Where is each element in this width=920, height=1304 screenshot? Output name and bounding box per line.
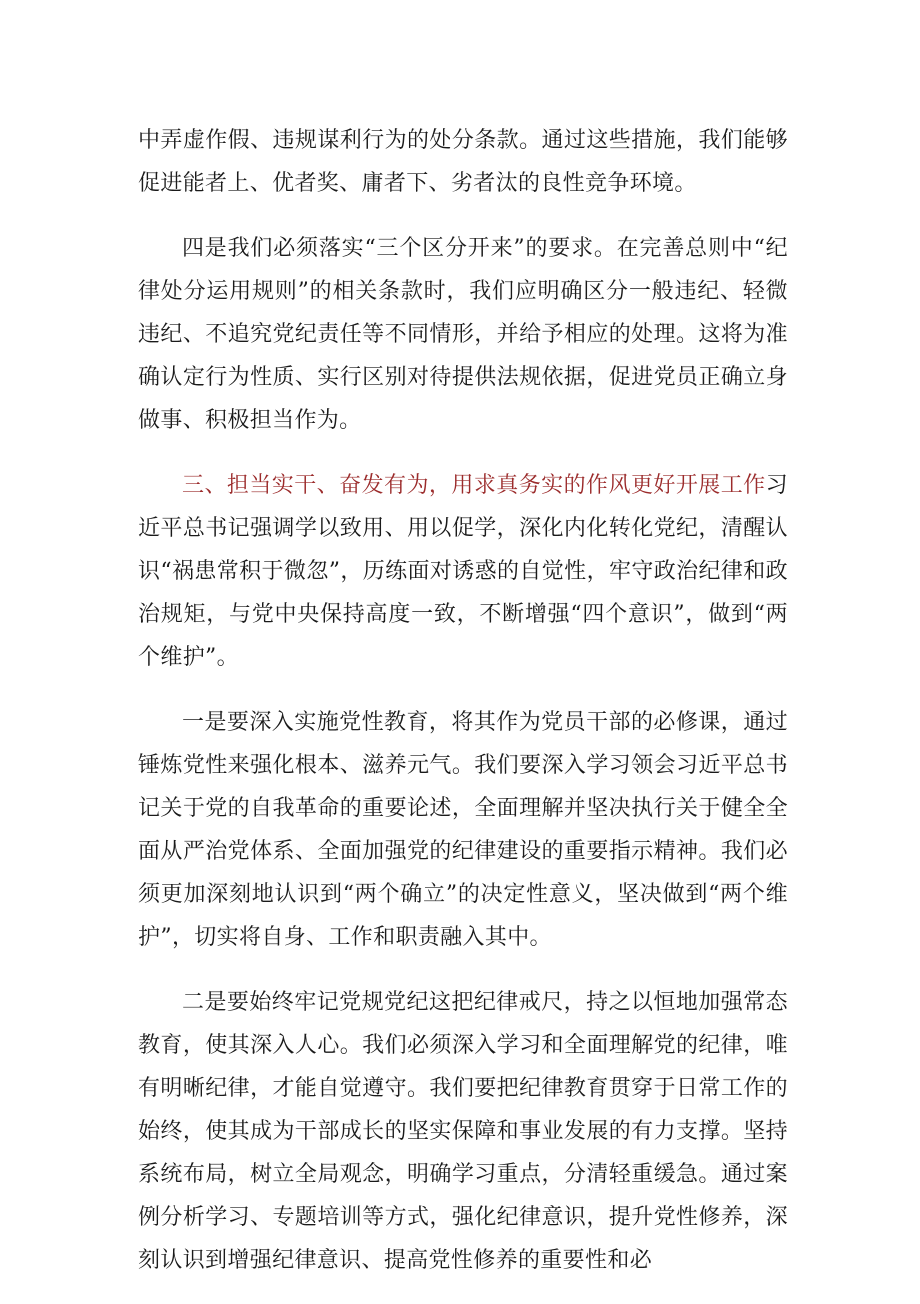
section-heading: 三、担当实干、奋发有为，用求真务实的作风更好开展工作	[182, 473, 766, 498]
paragraph-1	[138, 119, 788, 205]
paragraph-3-text: 习近平总书记强调学以致用、用以促学，深化内化转化党纪，清醒认识“祸患常积于微忽”，历练面对诱惑的自觉性，牢守政治纪律和政治规矩，与党中央保持高度一致，不断增强“四个意识”，做到“两个维护”。	[138, 473, 788, 670]
paragraph-3	[138, 464, 788, 679]
paragraph-2-text: 四是我们必须落实“三个区分开来”的要求。在完善总则中“纪律处分运用规则”的相关条款时，我们应明确区分一般违纪、轻微违纪、不追究党纪责任等不同情形，并给予相应的处理。这将为准确认定行为性质、实行区别对待提供法规依据，促进党员正确立身做事、积极担当作为。	[138, 236, 788, 433]
paragraph-5	[138, 981, 788, 1282]
paragraph-4	[138, 701, 788, 959]
paragraph-1-text: 中弄虚作假、违规谋利行为的处分条款。通过这些措施，我们能够促进能者上、优者奖、庸者下、劣者汰的良性竞争环境。	[138, 128, 788, 196]
document-body	[138, 119, 788, 1304]
paragraph-5-text: 二是要始终牢记党规党纪这把纪律戒尺，持之以恒地加强常态教育，使其深入人心。我们必须深入学习和全面理解党的纪律，唯有明晰纪律，才能自觉遵守。我们要把纪律教育贯穿于日常工作的始终，使其成为干部成长的坚实保障和事业发展的有力支撑。坚持系统布局，树立全局观念，明确学习重点，分清轻重缓急。通过案例分析学习、专题培训等方式，强化纪律意识，提升党性修养，深刻认识到增强纪律意识、提高党性修养的重要性和必	[138, 990, 788, 1273]
paragraph-4-text: 一是要深入实施党性教育，将其作为党员干部的必修课，通过锤炼党性来强化根本、滋养元气。我们要深入学习领会习近平总书记关于党的自我革命的重要论述，全面理解并坚决执行关于健全全面从严治党体系、全面加强党的纪律建设的重要指示精神。我们必须更加深刻地认识到“两个确立”的决定性意义，坚决做到“两个维护”，切实将自身、工作和职责融入其中。	[138, 710, 788, 950]
paragraph-2	[138, 227, 788, 442]
